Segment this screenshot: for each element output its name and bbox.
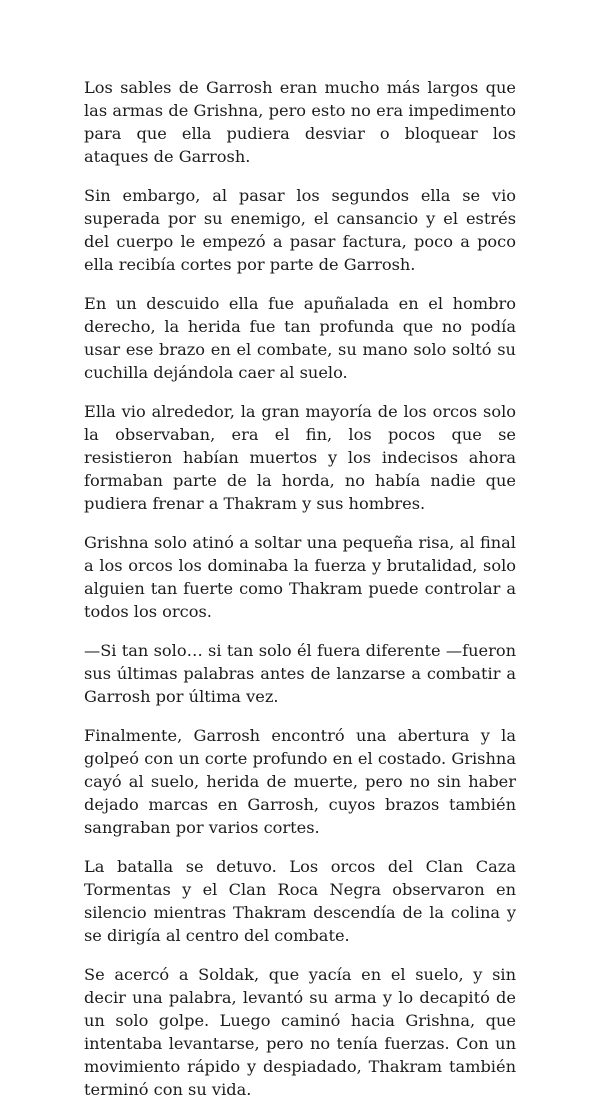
paragraph-7: Finalmente, Garrosh encontró una abertura y la golpeó con un corte profundo en el costado. Grishna cayó al suelo, herida de muerte, pero no sin haber dejado marcas en Garrosh, cuyos brazos también sangraban por varios cortes.: [84, 726, 516, 837]
paragraph-8: La batalla se detuvo. Los orcos del Clan Caza Tormentas y el Clan Roca Negra observaron en silencio mientras Thakram descendía de la colina y se dirigía al centro del combate.: [84, 857, 516, 945]
paragraph-5: Grishna solo atinó a soltar una pequeña risa, al final a los orcos los dominaba la fuerza y brutalidad, solo alguien tan fuerte como Thakram puede controlar a todos los orcos.: [84, 533, 516, 621]
paragraph-1: Los sables de Garrosh eran mucho más largos que las armas de Grishna, pero esto no era impedimento para que ella pudiera desviar o bloquear los ataques de Garrosh.: [84, 78, 516, 166]
paragraph-4: Ella vio alrededor, la gran mayoría de los orcos solo la observaban, era el fin, los pocos que se resistieron habían muertos y los indecisos ahora formaban parte de la horda, no había nadie que pudiera frenar a Thakram y sus hombres.: [84, 402, 516, 513]
paragraph-6: —Si tan solo… si tan solo él fuera diferente —fueron sus últimas palabras antes de lanzarse a combatir a Garrosh por última vez.: [84, 641, 516, 706]
paragraph-9: Se acercó a Soldak, que yacía en el suelo, y sin decir una palabra, levantó su arma y lo decapitó de un solo golpe. Luego caminó hacia Grishna, que intentaba levantarse, pero no tenía fuerzas. Con un movimiento rápido y despiadado, Thakram también terminó con su vida.: [84, 965, 516, 1099]
paragraph-2: Sin embargo, al pasar los segundos ella se vio superada por su enemigo, el cansancio y el estrés del cuerpo le empezó a pasar factura, poco a poco ella recibía cortes por parte de Garrosh.: [84, 186, 516, 274]
paragraph-3: En un descuido ella fue apuñalada en el hombro derecho, la herida fue tan profunda que no podía usar ese brazo en el combate, su mano solo soltó su cuchilla dejándola caer al suelo.: [84, 294, 516, 382]
